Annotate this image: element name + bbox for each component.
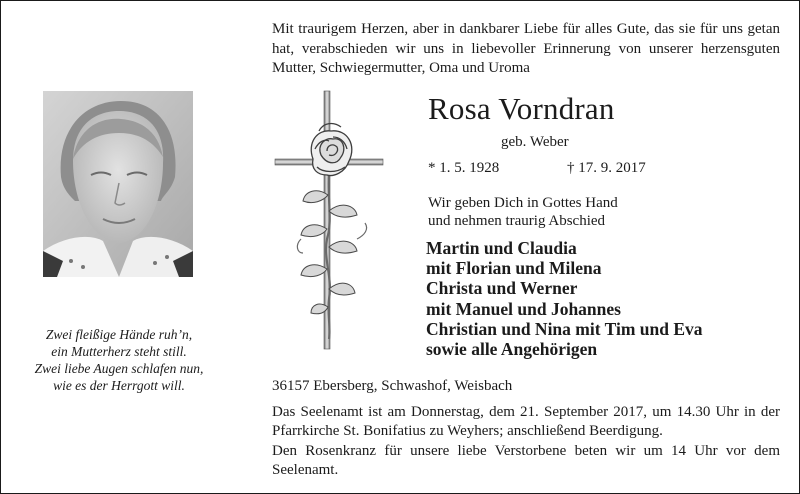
- portrait-illustration: [43, 91, 193, 277]
- family-address: 36157 Ebersberg, Schwashof, Weisbach: [272, 378, 513, 394]
- birth-name: geb. Weber: [501, 134, 569, 150]
- memorial-poem: [11, 326, 227, 394]
- mourner-line: sowie alle Angehörigen: [426, 339, 598, 360]
- funeral-service-text: Das Seelenamt ist am Donnerstag, dem 21. September 2017, um 14.30 Uhr in der Pfarrkirche St. Bonifatius zu Weyhers; anschließend Beerdigung.: [272, 404, 780, 439]
- farewell-text: [428, 194, 768, 230]
- rosary-text: Den Rosenkranz für unsere liebe Verstorbene beten wir um 14 Uhr vor dem Seelenamt.: [272, 443, 780, 478]
- poem-line: wie es der Herrgott will.: [53, 378, 185, 393]
- poem-line: Zwei liebe Augen schlafen nun,: [34, 361, 204, 376]
- mourner-line: mit Florian und Milena: [426, 258, 602, 279]
- mourners-list: [426, 238, 786, 359]
- birth-date: * 1. 5. 1928: [428, 160, 500, 176]
- portrait-photo: [43, 91, 193, 277]
- farewell-line: Wir geben Dich in Gottes Hand: [428, 195, 618, 211]
- cross-with-rose-icon: [271, 89, 387, 351]
- mourner-line: Christa und Werner: [426, 278, 578, 299]
- poem-line: Zwei fleißige Hände ruh’n,: [45, 327, 193, 342]
- intro-text: Mit traurigem Herzen, aber in dankbarer Liebe für alles Gute, das sie für uns getan hat, verabschieden wir uns in liebevoller Erinnerung von unserer herzensguten Mutter, Schwiegermutter, Oma und Uroma: [272, 21, 780, 76]
- poem-line: ein Mutterherz steht still.: [51, 344, 187, 359]
- farewell-line: und nehmen traurig Abschied: [428, 213, 606, 229]
- death-date: † 17. 9. 2017: [567, 160, 646, 176]
- mourner-line: Martin und Claudia: [426, 238, 577, 258]
- mourner-line: Christian und Nina mit Tim und Eva: [426, 318, 703, 339]
- deceased-name: Rosa Vorndran: [428, 91, 615, 126]
- mourner-line: mit Manuel und Johannes: [426, 298, 621, 319]
